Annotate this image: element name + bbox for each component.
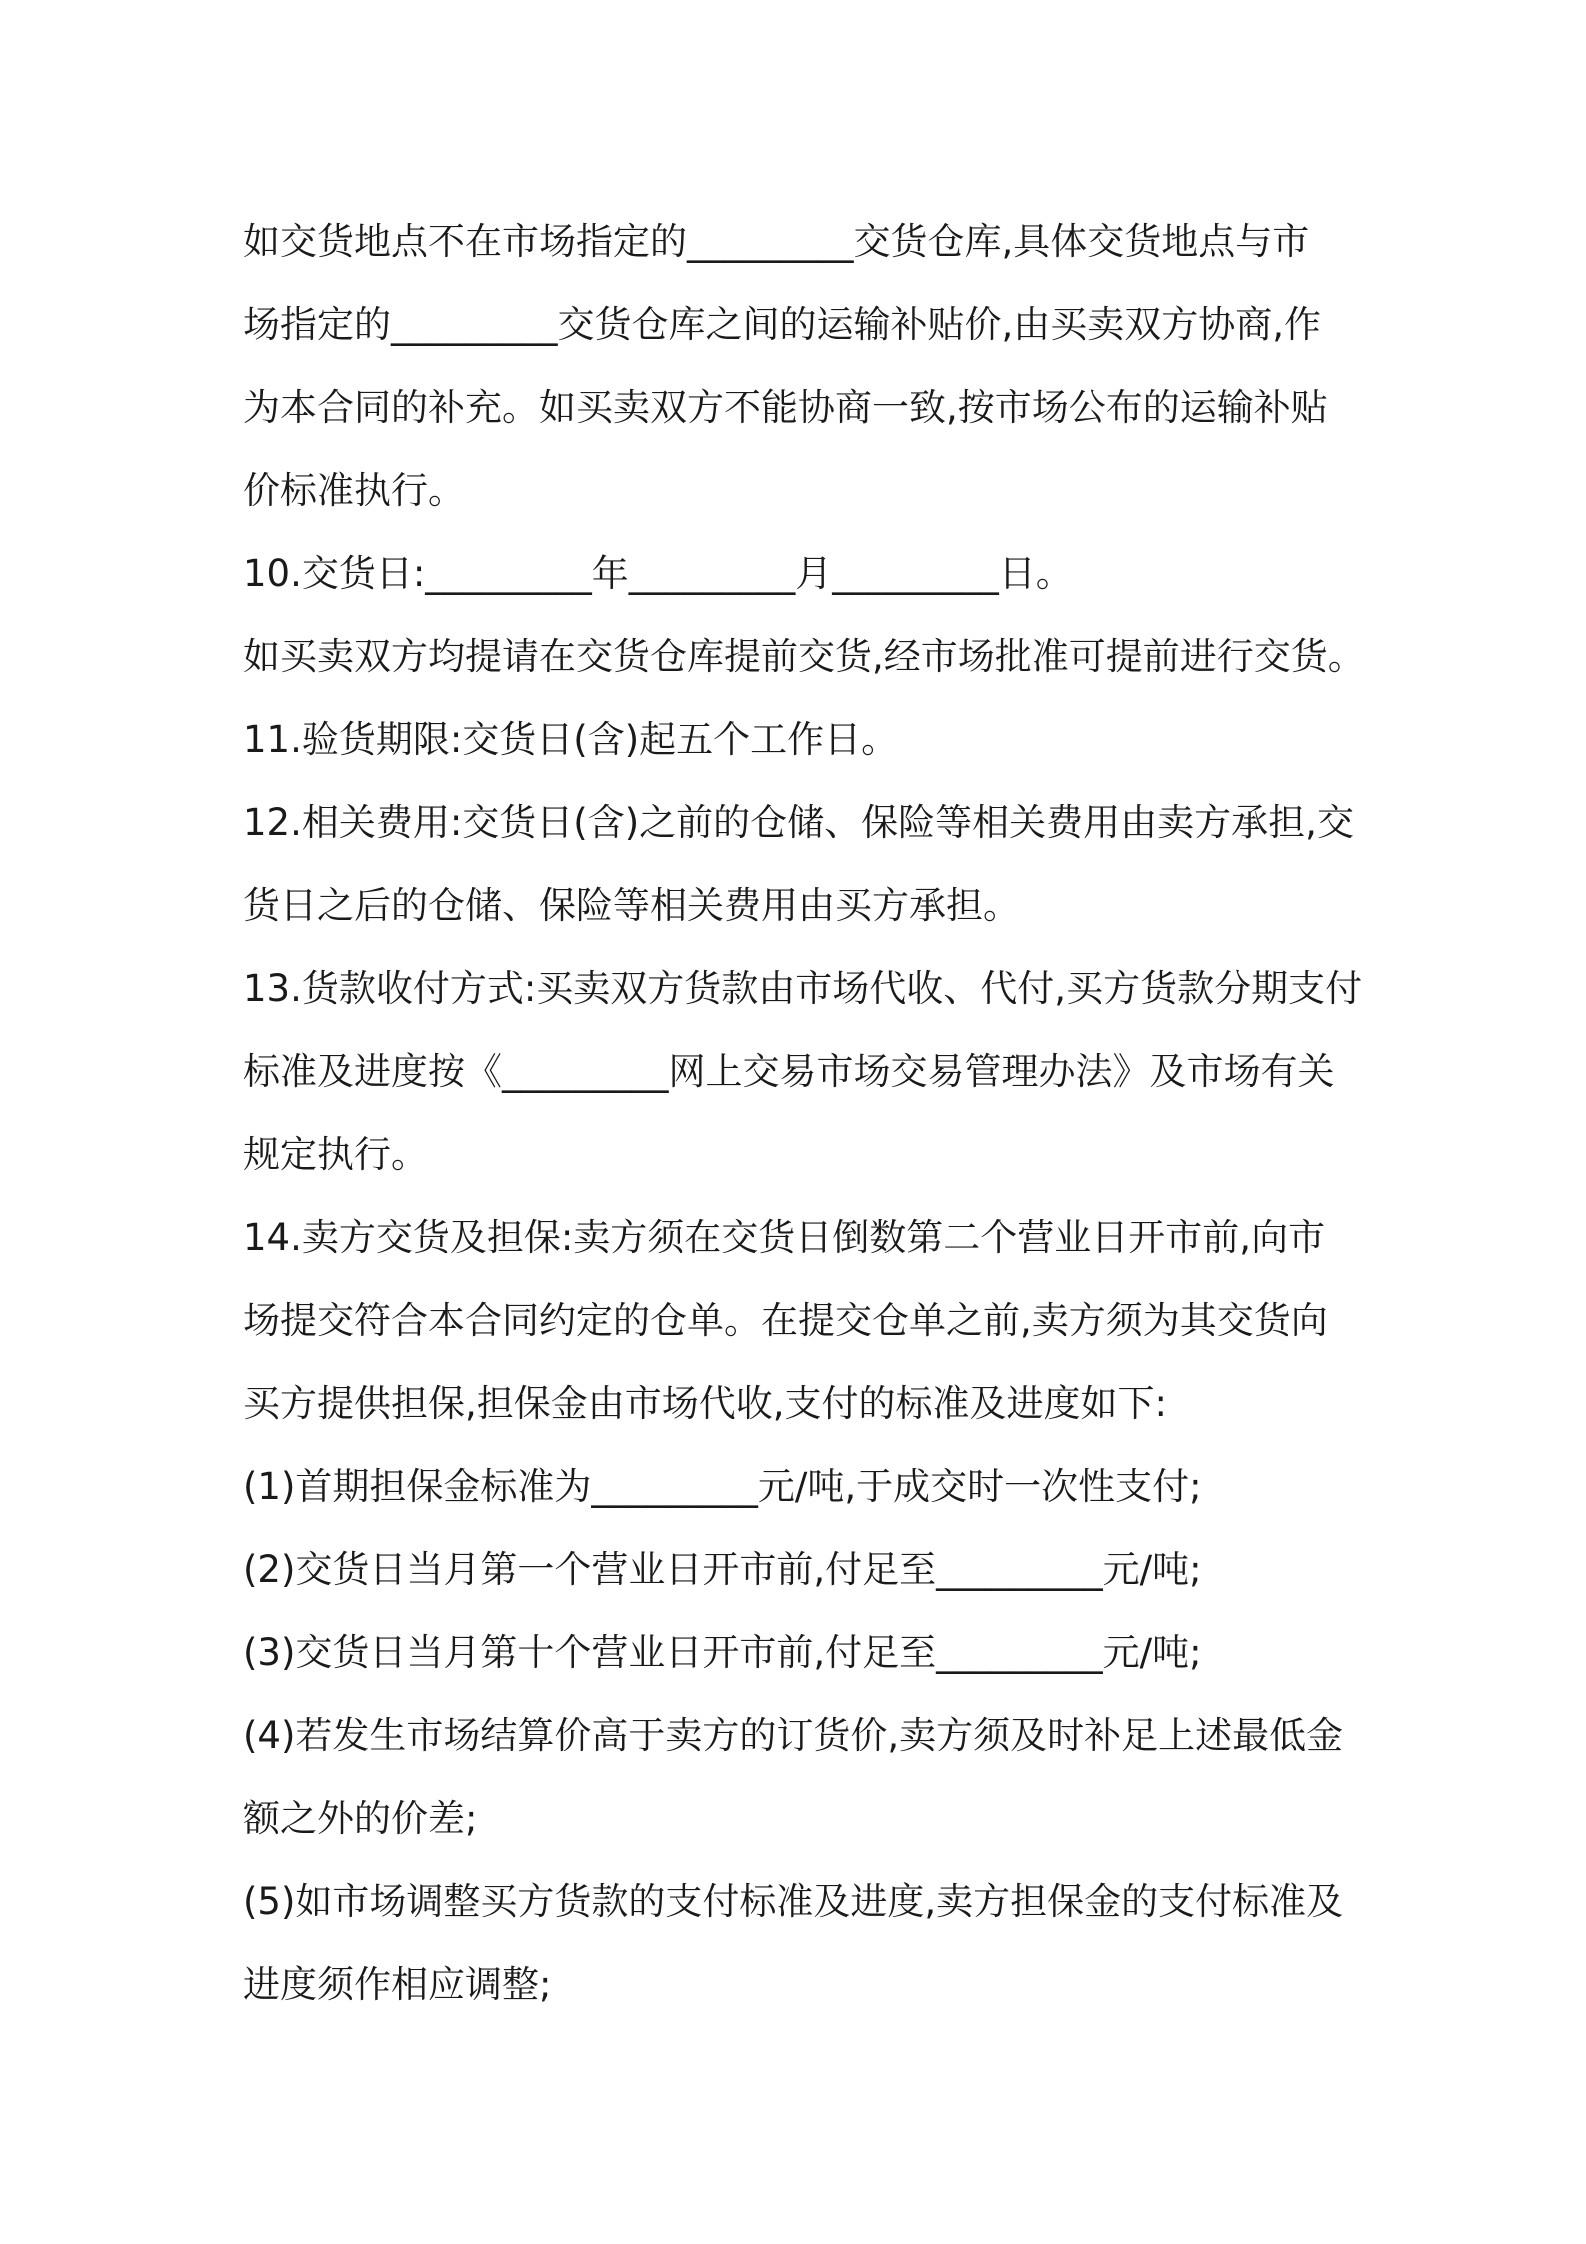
text-line: 规定执行。 bbox=[243, 1133, 428, 1176]
text-line: 额之外的价差; bbox=[243, 1797, 478, 1840]
guarantee-item-2: (2)交货日当月第一个营业日开市前,付足至_________元/吨; bbox=[243, 1548, 1202, 1591]
clause-14-seller-delivery-guarantee: 14.卖方交货及担保:卖方须在交货日倒数第二个营业日开市前,向市 bbox=[243, 1216, 1326, 1259]
text-line: 价标准执行。 bbox=[243, 469, 465, 512]
clause-12-related-costs: 12.相关费用:交货日(含)之前的仓储、保险等相关费用由卖方承担,交 bbox=[243, 801, 1354, 844]
guarantee-item-5: (5)如市场调整买方货款的支付标准及进度,卖方担保金的支付标准及 bbox=[243, 1880, 1344, 1923]
text-line: 货日之后的仓储、保险等相关费用由买方承担。 bbox=[243, 884, 1020, 927]
guarantee-item-3: (3)交货日当月第十个营业日开市前,付足至_________元/吨; bbox=[243, 1631, 1202, 1674]
text-line: 场提交符合本合同约定的仓单。在提交仓单之前,卖方须为其交货向 bbox=[243, 1299, 1328, 1342]
clause-10-delivery-date: 10.交货日:_________年_________月_________日。 bbox=[243, 552, 1073, 595]
text-line: 标准及进度按《_________网上交易市场交易管理办法》及市场有关 bbox=[243, 1050, 1335, 1093]
clause-13-payment-method: 13.货款收付方式:买卖双方货款由市场代收、代付,买方货款分期支付 bbox=[243, 967, 1363, 1010]
guarantee-item-4: (4)若发生市场结算价高于卖方的订货价,卖方须及时补足上述最低金 bbox=[243, 1714, 1344, 1757]
guarantee-item-1: (1)首期担保金标准为_________元/吨,于成交时一次性支付; bbox=[243, 1465, 1202, 1508]
text-line: 如交货地点不在市场指定的_________交货仓库,具体交货地点与市 bbox=[243, 220, 1310, 263]
contract-text-body bbox=[243, 200, 1363, 2026]
text-line: 场指定的_________交货仓库之间的运输补贴价,由买卖双方协商,作 bbox=[243, 303, 1322, 346]
clause-11-inspection-period: 11.验货期限:交货日(含)起五个工作日。 bbox=[243, 718, 899, 761]
text-line: 买方提供担保,担保金由市场代收,支付的标准及进度如下: bbox=[243, 1382, 1167, 1425]
text-line: 如买卖双方均提请在交货仓库提前交货,经市场批准可提前进行交货。 bbox=[243, 635, 1365, 678]
text-line: 为本合同的补充。如买卖双方不能协商一致,按市场公布的运输补贴 bbox=[243, 386, 1328, 429]
text-line: 进度须作相应调整; bbox=[243, 1963, 552, 2006]
